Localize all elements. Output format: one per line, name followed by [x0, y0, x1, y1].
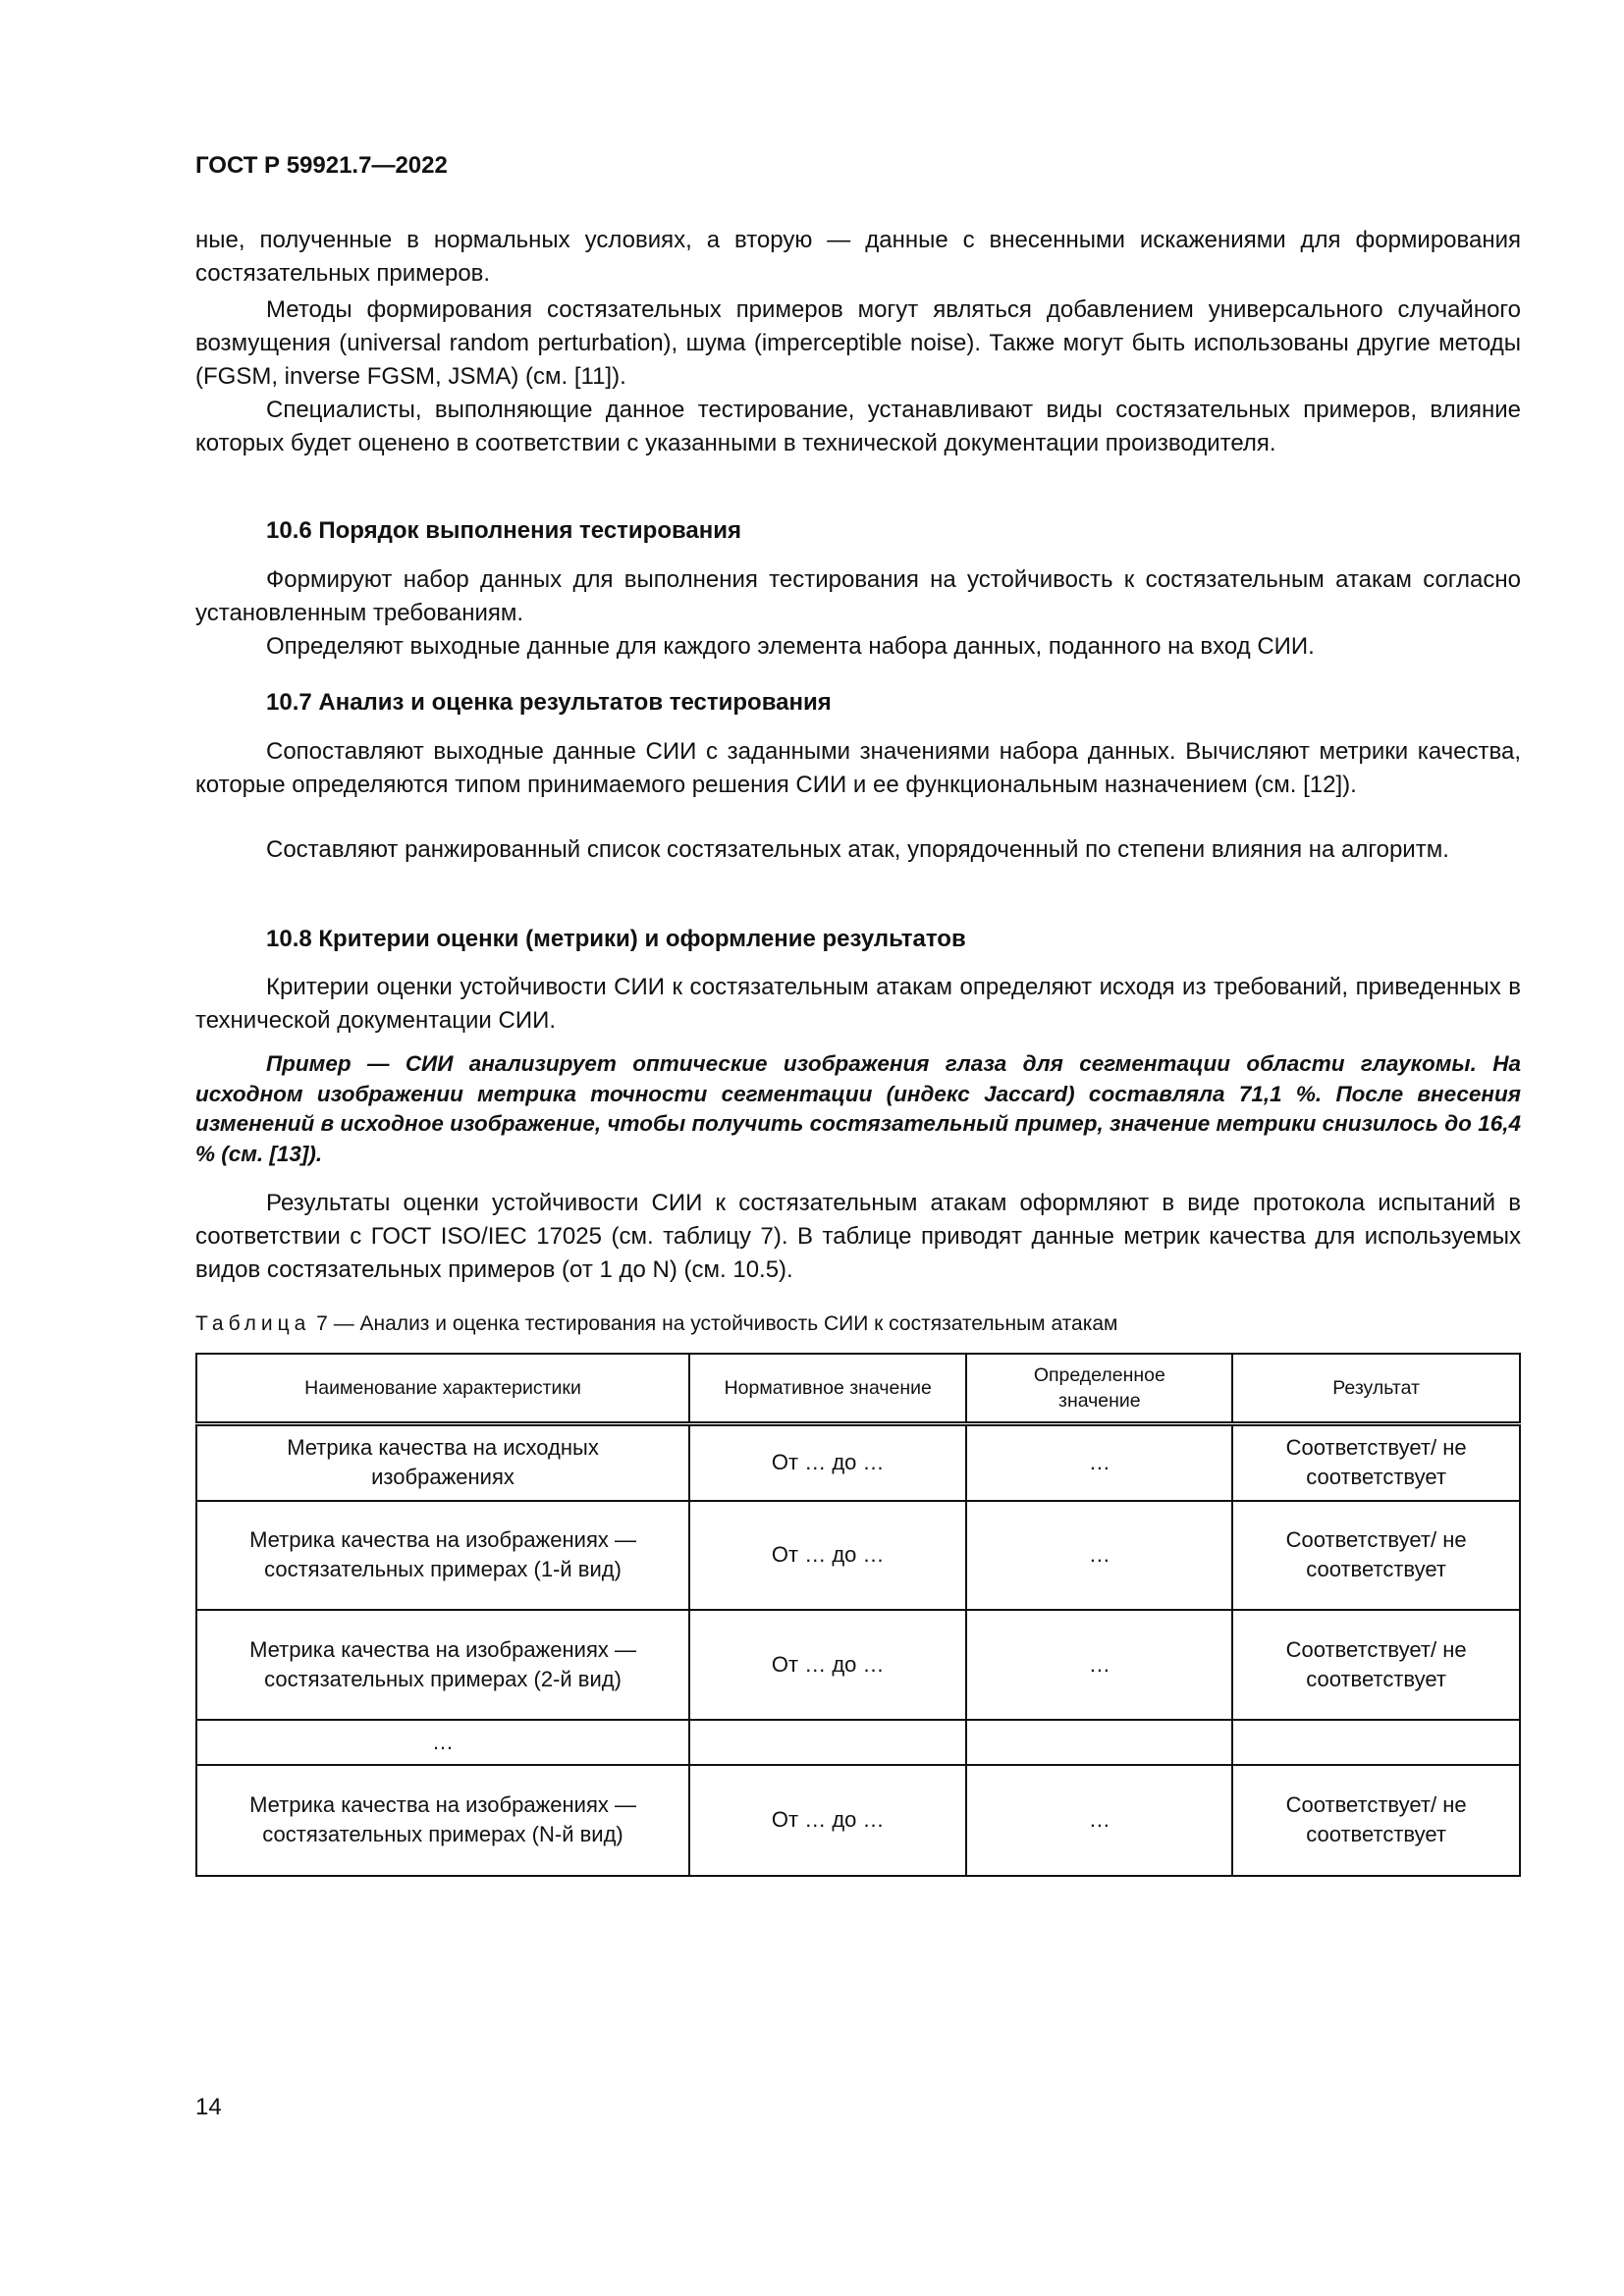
- table-cell: …: [966, 1765, 1232, 1876]
- section-heading-10-7: 10.7 Анализ и оценка результатов тестирования: [266, 689, 832, 716]
- paragraph: Составляют ранжированный список состязательных атак, упорядоченный по степени влияния на алгоритм.: [266, 836, 1449, 863]
- table-cell: …: [966, 1424, 1232, 1501]
- column-header: Определенное значение: [966, 1354, 1232, 1424]
- table-cell: …: [966, 1501, 1232, 1610]
- table-cell: Соответствует/ не соответствует: [1232, 1765, 1520, 1876]
- table-row: [196, 1765, 1520, 1876]
- table-cell: Метрика качества на изображениях — состязательных примерах (2-й вид): [196, 1610, 689, 1720]
- paragraph: ные, полученные в нормальных условиях, а вторую — данные с внесенными искажениями для формирования состязательных примеров.: [195, 227, 1521, 287]
- paragraph: Результаты оценки устойчивости СИИ к состязательным атакам оформляют в виде протокола испытаний в соответствии с ГОСТ ISO/IEC 17025 (см. таблицу 7). В таблице приводят данные метрик качества для используемых видов состязательных примеров (от 1 до N) (см. 10.5).: [195, 1190, 1521, 1283]
- example-note: Пример — СИИ анализирует оптические изображения глаза для сегментации области глаукомы. На исходном изображении метрика точности сегментации (индекс Jaccard) составляла 71,1 %. После внесения изменений в исходное изображение, чтобы получить состязательный пример, значение метрики снизилось до 16,4 % (см. [13]).: [195, 1051, 1521, 1166]
- table-header-row: [196, 1354, 1520, 1424]
- column-header: Нормативное значение: [689, 1354, 966, 1424]
- table-cell: [966, 1720, 1232, 1765]
- section-heading-10-6: 10.6 Порядок выполнения тестирования: [266, 517, 742, 544]
- column-header: Наименование характеристики: [196, 1354, 689, 1424]
- column-header: Результат: [1232, 1354, 1520, 1424]
- table-cell: Метрика качества на исходных изображениях: [196, 1424, 689, 1501]
- table-cell: …: [966, 1610, 1232, 1720]
- table-cell: От … до …: [689, 1424, 966, 1501]
- table-cell: Соответствует/ не соответствует: [1232, 1424, 1520, 1501]
- paragraph: Специалисты, выполняющие данное тестирование, устанавливают виды состязательных примеров, влияние которых будет оценено в соответствии с указанными в технической документации производителя.: [195, 397, 1521, 456]
- table-caption: [195, 1309, 1521, 1339]
- table-cell: Метрика качества на изображениях — состязательных примерах (1-й вид): [196, 1501, 689, 1610]
- table-caption-label: Таблица: [195, 1312, 311, 1335]
- table-cell: [689, 1720, 966, 1765]
- table-cell: От … до …: [689, 1765, 966, 1876]
- paragraph: Определяют выходные данные для каждого элемента набора данных, поданного на вход СИИ.: [266, 633, 1315, 660]
- table-cell: …: [196, 1720, 689, 1765]
- table-row: [196, 1720, 1520, 1765]
- table-row: [196, 1610, 1520, 1720]
- document-header: ГОСТ Р 59921.7—2022: [195, 152, 448, 179]
- table-cell: Соответствует/ не соответствует: [1232, 1610, 1520, 1720]
- table-row: [196, 1501, 1520, 1610]
- table-cell: Соответствует/ не соответствует: [1232, 1501, 1520, 1610]
- paragraph: Методы формирования состязательных примеров могут являться добавлением универсального случайного возмущения (universal random perturbation), шума (imperceptible noise). Также могут быть использованы другие методы (FGSM, inverse FGSM, JSMA) (см. [11]).: [195, 296, 1521, 390]
- paragraph: Сопоставляют выходные данные СИИ с заданными значениями набора данных. Вычисляют метрики качества, которые определяются типом принимаемого решения СИИ и ее функциональным назначением (см. [12]).: [195, 738, 1521, 798]
- table-cell: От … до …: [689, 1610, 966, 1720]
- table-cell: Метрика качества на изображениях — состязательных примерах (N-й вид): [196, 1765, 689, 1876]
- results-table: [195, 1353, 1521, 1877]
- paragraph: Критерии оценки устойчивости СИИ к состязательным атакам определяют исходя из требований, приведенных в технической документации СИИ.: [195, 974, 1521, 1034]
- table-caption-text: 7 — Анализ и оценка тестирования на устойчивость СИИ к состязательным атакам: [310, 1312, 1118, 1335]
- paragraph: Формируют набор данных для выполнения тестирования на устойчивость к состязательным атакам согласно установленным требованиям.: [195, 566, 1521, 626]
- table-cell: От … до …: [689, 1501, 966, 1610]
- table-cell: [1232, 1720, 1520, 1765]
- section-heading-10-8: 10.8 Критерии оценки (метрики) и оформление результатов: [266, 926, 966, 952]
- page-number: 14: [195, 2094, 222, 2120]
- table-row: [196, 1424, 1520, 1501]
